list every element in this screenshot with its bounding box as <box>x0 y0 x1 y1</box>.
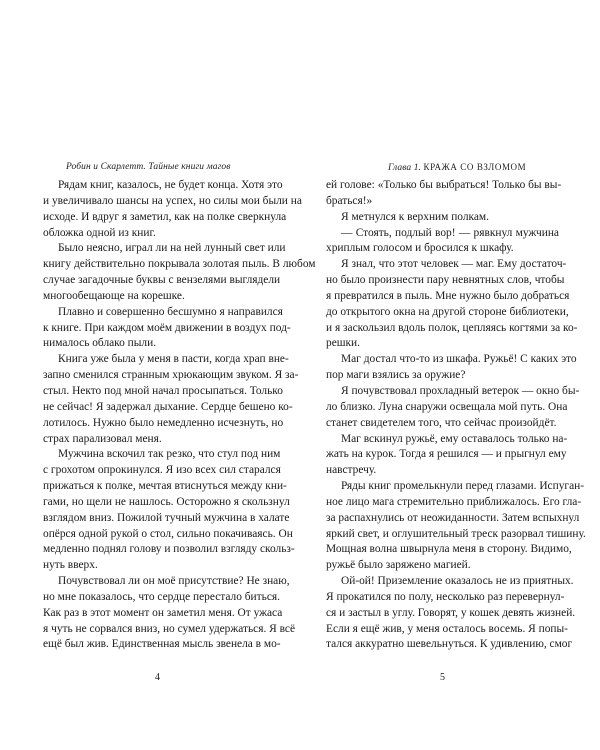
text-line: не сейчас! Я задержал дыхание. Сердце бешено ко- <box>43 400 293 413</box>
text-line: Мощная волна швырнула меня в сторону. Видимо, <box>326 543 572 556</box>
text-line: ся и застыл в углу. Говорят, у кошек девять жизней. <box>326 606 576 619</box>
text-line: Я почувствовал прохладный ветерок — окно бы- <box>341 384 580 397</box>
text-line: Мужчина вскочил так резко, что стул под ним <box>58 448 281 461</box>
text-line: хриплым голосом и бросился к шкафу. <box>326 242 514 255</box>
text-line: станет свидетелем того, что сейчас произойдёт. <box>326 416 557 429</box>
text-line: навстречу. <box>326 464 377 477</box>
text-line: но было произнести пару невнятных слов, чтобы <box>326 274 565 287</box>
text-line: запно сменился странным хрюкающим звуком. Я за- <box>43 369 299 382</box>
page-number-left: 4 <box>155 672 160 683</box>
text-line: я превратился в пыль. Мне нужно было добраться <box>326 289 570 302</box>
text-line: ло близко. Луна снаружи освещала мой путь. Она <box>326 400 568 413</box>
text-line: Я знал, что этот человек — маг. Ему достаточ- <box>341 258 567 271</box>
text-line: опёрся одной рукой о стол, сильно покачиваясь. Он <box>43 527 293 540</box>
text-line: и увеличивало шансы на успех, но силы мои были на <box>43 194 302 207</box>
page-number-right: 5 <box>440 672 445 683</box>
text-line: прижаться к полке, мечтая втиснуться между кни- <box>43 480 287 493</box>
text-line: к книге. При каждом моём движении в воздух под- <box>43 321 291 334</box>
text-line: ещё был жив. Единственная мысль звенела в мо- <box>43 638 281 651</box>
text-line: но мне показалось, что сердце перестало биться. <box>43 590 280 603</box>
text-line: Ой-ой! Приземление оказалось не из приятных. <box>341 575 574 588</box>
text-line: многообещающе на корешке. <box>43 289 185 302</box>
right-page-text <box>326 178 586 653</box>
text-line: ей голове: «Только бы выбраться! Только бы вы- <box>326 179 562 191</box>
chapter-title: КРАЖА СО ВЗЛОМОМ <box>423 162 527 172</box>
text-line: Было неясно, играл ли на ней лунный свет или <box>58 242 286 255</box>
text-line: книгу действительно покрывала золотая пыль. В любом <box>43 258 316 271</box>
text-line: — Стоять, подлый вор! — рявкнул мужчина <box>341 226 559 239</box>
text-line: жать на курок. Тогда я решился — и прыгнул ему <box>326 448 567 461</box>
text-line: обложка одной из книг. <box>43 226 156 239</box>
running-head-right <box>388 162 526 173</box>
right-page <box>300 0 600 750</box>
text-line: браться!» <box>326 194 373 207</box>
text-line: ружьё было заряжено магией. <box>326 559 471 572</box>
text-line: исходе. И вдруг я заметил, как на полке сверкнула <box>43 210 287 223</box>
text-line: взглядом вниз. Пожилой тучный мужчина в халате <box>43 511 290 524</box>
text-line: Я прокатился по полу, несколько раз перевернул- <box>326 590 565 603</box>
text-line: медленно поднял голову и позволил взгляду скольз- <box>43 543 295 556</box>
text-line: ное лицо мага стремительно приближалось. Его гла- <box>326 495 582 508</box>
text-line: случае загадочные буквы с вензелями выглядели <box>43 274 281 287</box>
text-line: Если я ещё жив, у меня осталось восемь. Я попы- <box>326 622 568 635</box>
running-head-left: Робин и Скарлетт. Тайные книги магов <box>66 162 231 172</box>
text-line: яркий свет, и оглушительный треск разорвал тишину. <box>326 527 586 540</box>
text-line: лотилось. Нужно было немедленно исчезнуть, но <box>43 416 284 429</box>
text-line: Я метнулся к верхним полкам. <box>341 210 489 223</box>
text-line: за распахнулись от неожиданности. Затем вспыхнул <box>326 511 580 524</box>
text-line: до открытого окна на другой стороне библиотеки, <box>326 305 569 318</box>
text-line: решки. <box>326 337 360 350</box>
text-line: нуть вверх. <box>43 559 98 572</box>
text-line: Рядам книг, казалось, не будет конца. Хотя это <box>58 179 283 191</box>
text-line: Почувствовал ли он моё присутствие? Не знаю, <box>58 575 290 588</box>
text-line: стыл. Некто под мной начал просыпаться. Только <box>43 384 283 397</box>
text-line: Плавно и совершенно бесшумно я направился <box>58 305 283 318</box>
text-line: и я заскользил вдоль полок, цепляясь когтями за ко- <box>326 321 578 334</box>
left-page-text <box>43 178 316 653</box>
text-line: Маг вскинул ружьё, ему оставалось только на- <box>341 432 568 445</box>
text-line: Ряды книг промелькнули перед глазами. Испуган- <box>341 480 585 493</box>
text-line: Как раз в этот момент он заметил меня. От ужаса <box>43 606 283 619</box>
text-line: гами, но щели не нашлось. Осторожно я скользнул <box>43 495 290 508</box>
text-line: я чуть не сорвался вниз, но сумел удержаться. Я всё <box>43 622 296 635</box>
text-line: пор маги взялись за оружие? <box>326 369 466 382</box>
text-line: Книга уже была у меня в пасти, когда храп вне- <box>58 353 289 366</box>
text-line: тался аккуратно шевельнуться. К удивлению, смог <box>326 638 573 651</box>
text-line: нималось облако пыли. <box>43 337 157 350</box>
text-line: с грохотом опрокинулся. Я изо всех сил старался <box>43 464 281 477</box>
text-line: Маг достал что-то из шкафа. Ружьё! С каких это <box>341 353 577 366</box>
chapter-number: Глава 1. <box>388 163 422 173</box>
text-line: страх парализовал меня. <box>43 432 162 445</box>
